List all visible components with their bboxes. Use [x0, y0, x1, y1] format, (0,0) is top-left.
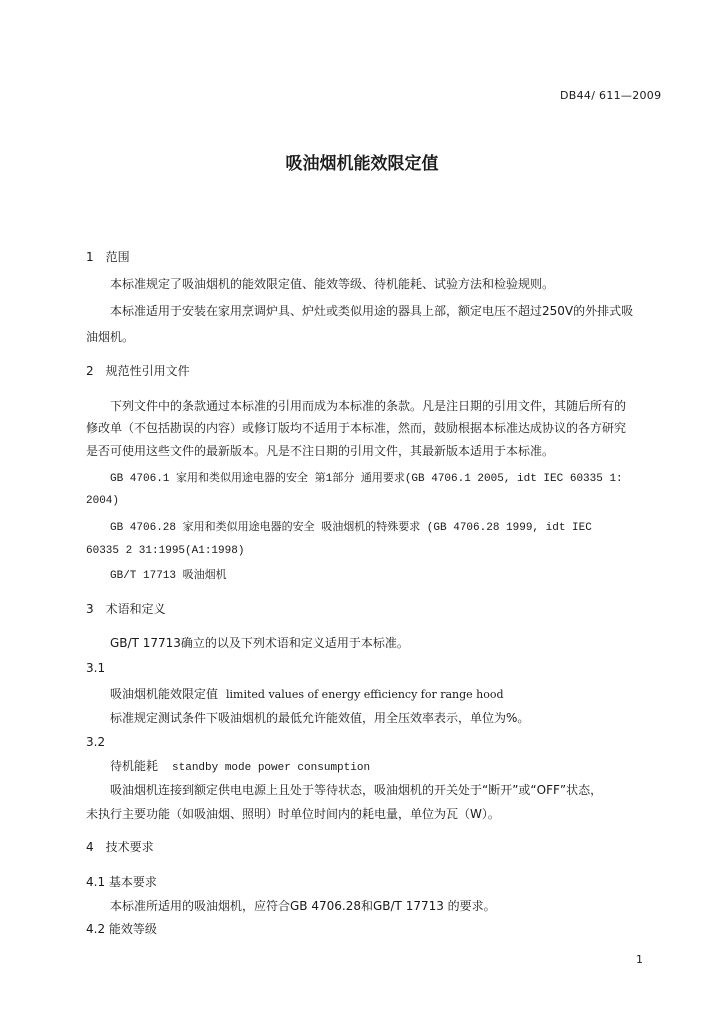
clause-3-2-number: 3.2 — [86, 735, 106, 749]
section-1-paragraph-1: 本标准规定了吸油烟机的能效限定值、能效等级、待机能耗、试验方法和检验规则。 — [110, 277, 555, 291]
reference-1-line-1: GB 4706.1 家用和类似用途电器的安全 第1部分 通用要求(GB 4706.1 2005, idt IEC 60335 1: — [110, 473, 623, 485]
section-2-paragraph-line-3: 是否可使用这些文件的最新版本。凡是不注日期的引用文件，其最新版本适用于本标准。 — [86, 444, 555, 458]
reference-2-line-1: GB 4706.28 家用和类似用途电器的安全 吸油烟机的特殊要求 (GB 4706.28 1999, idt IEC — [110, 522, 592, 534]
document-title: 吸油烟机能效限定值 — [285, 154, 439, 174]
clause-4-1-heading: 4.1 基本要求 — [86, 875, 157, 889]
clause-3-1-term-en: limited values of energy efficiency for range hood — [226, 688, 504, 701]
clause-3-1-definition: 标准规定测试条件下吸油烟机的最低允许能效值，用全压效率表示，单位为%。 — [110, 711, 530, 725]
page-number: 1 — [636, 953, 643, 966]
clause-3-2-term-line — [110, 758, 370, 776]
section-2-heading: 2 规范性引用文件 — [86, 364, 190, 378]
clause-3-2-definition-line-2: 未执行主要功能（如吸油烟、照明）时单位时间内的耗电量，单位为瓦（W）。 — [86, 807, 500, 821]
section-3-heading: 3 术语和定义 — [86, 602, 166, 616]
section-1-paragraph-2-line-1: 本标准适用于安装在家用烹调炉具、炉灶或类似用途的器具上部，额定电压不超过250V的外排式吸 — [110, 304, 634, 318]
clause-4-1-paragraph: 本标准所适用的吸油烟机，应符合GB 4706.28和GB/T 17713 的要求。 — [110, 899, 496, 913]
standard-code: DB44/ 611—2009 — [560, 89, 662, 102]
reference-3: GB/T 17713 吸油烟机 — [110, 570, 227, 582]
clause-3-2-term-en: standby mode power consumption — [172, 762, 371, 774]
clause-3-1-term-line — [110, 686, 504, 703]
section-4-heading: 4 技术要求 — [86, 840, 154, 854]
section-1-paragraph-2-line-2: 油烟机。 — [86, 330, 135, 344]
clause-3-2-definition-line-1: 吸油烟机连接到额定供电电源上且处于等待状态，吸油烟机的开关处于“断开”或“OFF”状态， — [110, 783, 603, 797]
section-2-paragraph-line-2: 修改单（不包括勘误的内容）或修订版均不适用于本标准，然而，鼓励根据本标准达成协议的各方研究 — [86, 421, 627, 435]
clause-3-1-number: 3.1 — [86, 661, 106, 675]
clause-3-1-term: 吸油烟机能效限定值 — [110, 687, 219, 701]
clause-3-2-term: 待机能耗 — [110, 759, 159, 773]
section-3-paragraph: GB/T 17713确立的以及下列术语和定义适用于本标准。 — [110, 636, 409, 650]
reference-2-line-2: 60335 2 31:1995(A1:1998) — [86, 545, 245, 557]
reference-1-line-2: 2004) — [86, 495, 120, 507]
clause-4-2-heading: 4.2 能效等级 — [86, 922, 157, 936]
section-1-heading: 1 范围 — [86, 250, 130, 264]
section-2-paragraph-line-1: 下列文件中的条款通过本标准的引用而成为本标准的条款。凡是注日期的引用文件，其随后所有的 — [110, 399, 627, 413]
